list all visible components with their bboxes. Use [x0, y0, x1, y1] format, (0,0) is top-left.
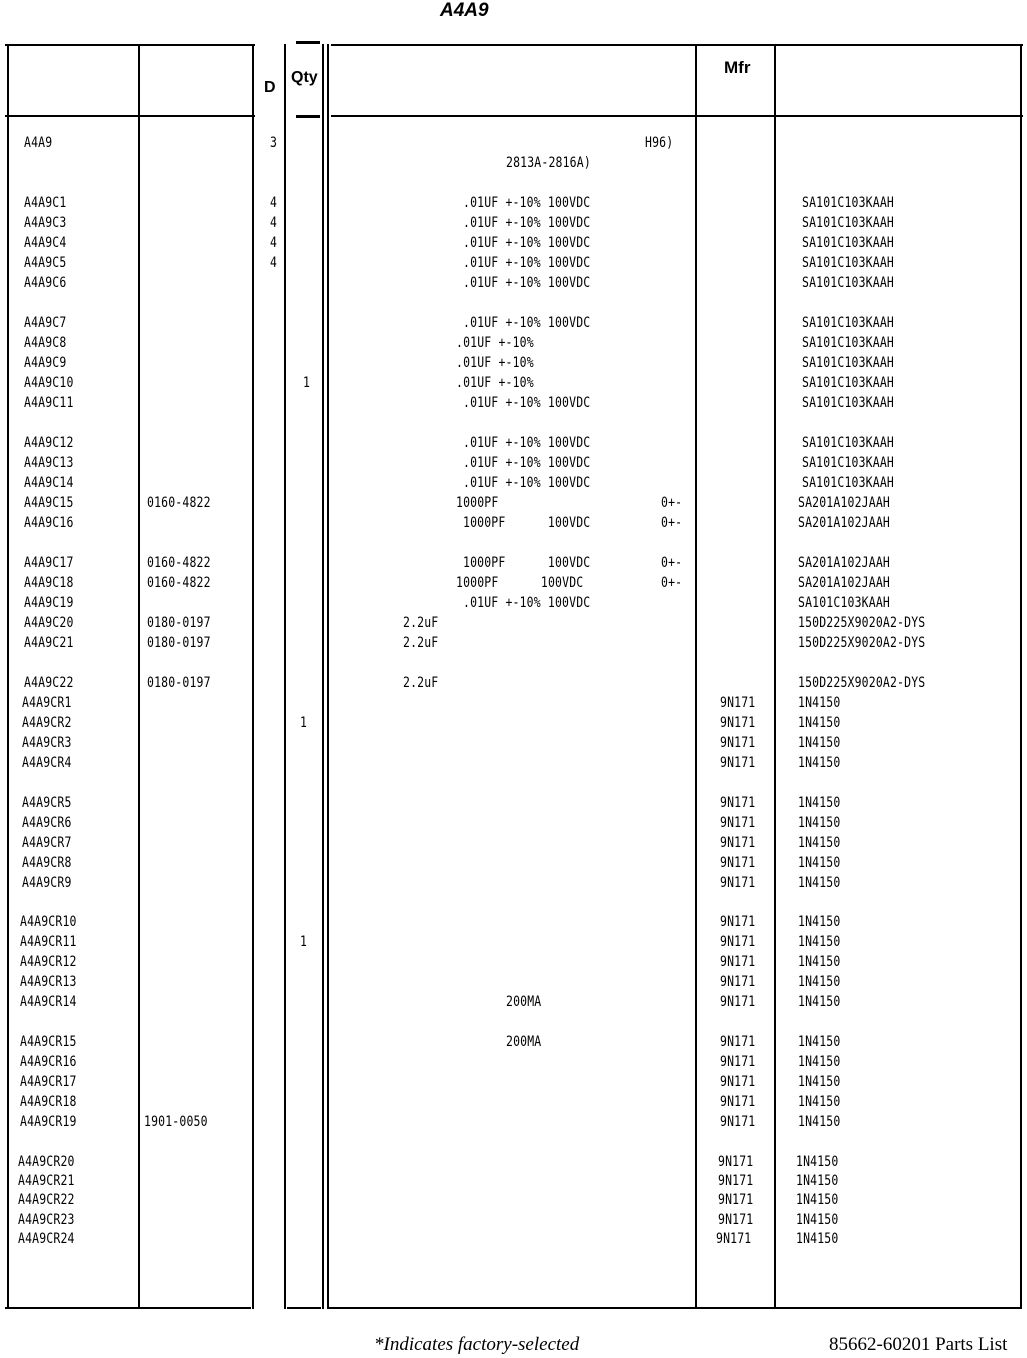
mfr-part-number: 1N4150 — [798, 1094, 841, 1110]
ref-designator: A4A9CR20 — [18, 1154, 75, 1170]
ref-designator: A4A9CR9 — [22, 875, 72, 891]
mfr-part-number: 1N4150 — [796, 1231, 839, 1247]
mfr-code: 9N171 — [720, 1054, 756, 1070]
mfr-code: 9N171 — [720, 695, 756, 711]
description: .01UF +-10% 100VDC — [463, 475, 591, 491]
mfr-part-number: SA101C103KAAH — [802, 355, 894, 371]
mfr-part-number: 1N4150 — [798, 1074, 841, 1090]
mfr-part-number: 1N4150 — [798, 735, 841, 751]
ref-designator: A4A9C17 — [24, 555, 74, 571]
header-mfr: Mfr — [724, 58, 751, 77]
mfr-code: 9N171 — [720, 855, 756, 871]
description: 1000PF 100VDC — [463, 515, 591, 531]
part-number: 0180-0197 — [147, 635, 211, 651]
part-number: 0160-4822 — [147, 555, 211, 571]
ref-designator: A4A9C1 — [24, 195, 67, 211]
description: .01UF +-10% 100VDC — [463, 235, 591, 251]
description: .01UF +-10% 100VDC — [463, 255, 591, 271]
mfr-part-number: 150D225X9020A2-DYS — [798, 615, 926, 631]
description: .01UF +-10% — [456, 375, 534, 391]
ref-designator: A4A9 — [24, 135, 53, 151]
mfr-part-number: 1N4150 — [798, 855, 841, 871]
mfr-part-number: 1N4150 — [798, 994, 841, 1010]
mfr-part-number: 1N4150 — [798, 1054, 841, 1070]
mfr-part-number: 1N4150 — [796, 1192, 839, 1208]
mfr-part-number: 1N4150 — [798, 815, 841, 831]
ref-designator: A4A9CR5 — [22, 795, 72, 811]
mfr-code: 9N171 — [718, 1154, 754, 1170]
ref-designator: A4A9CR19 — [20, 1114, 77, 1130]
mfr-code: 9N171 — [720, 994, 756, 1010]
col-divider-d — [252, 44, 254, 1309]
rule-bottom-qty — [287, 1307, 321, 1309]
d-code: 4 — [270, 255, 278, 271]
mfr-part-number: SA101C103KAAH — [802, 455, 894, 471]
mfr-code: 9N171 — [720, 1034, 756, 1050]
d-code: 4 — [270, 235, 278, 251]
ref-designator: A4A9CR7 — [22, 835, 72, 851]
ref-designator: A4A9CR18 — [20, 1094, 77, 1110]
rule-header-right — [331, 115, 1023, 117]
d-code: 4 — [270, 215, 278, 231]
mfr-part-number: 1N4150 — [798, 715, 841, 731]
description: 2.2uF — [403, 635, 439, 651]
description: 2813A-2816A) — [506, 155, 591, 171]
qty: 1 — [300, 715, 308, 731]
ref-designator: A4A9C15 — [24, 495, 74, 511]
description: .01UF +-10% 100VDC — [463, 595, 591, 611]
rule-qty-header — [296, 115, 320, 118]
mfr-code: 9N171 — [720, 735, 756, 751]
ref-designator: A4A9CR14 — [20, 994, 77, 1010]
description: .01UF +-10% 100VDC — [463, 275, 591, 291]
mfr-part-number: SA101C103KAAH — [802, 255, 894, 271]
d-code: 4 — [270, 195, 278, 211]
ref-designator: A4A9C9 — [24, 355, 67, 371]
description: .01UF +-10% 100VDC — [463, 315, 591, 331]
mfr-part-number: SA101C103KAAH — [802, 215, 894, 231]
mfr-code: 9N171 — [720, 1074, 756, 1090]
mfr-part-number: SA101C103KAAH — [802, 335, 894, 351]
description: 200MA — [506, 1034, 542, 1050]
mfr-part-number: SA101C103KAAH — [802, 315, 894, 331]
description: .01UF +-10% 100VDC — [463, 455, 591, 471]
mfr-part-number: 1N4150 — [798, 695, 841, 711]
mfr-part-number: SA101C103KAAH — [802, 395, 894, 411]
mfr-part-number: 1N4150 — [798, 934, 841, 950]
description: .01UF +-10% — [456, 355, 534, 371]
ref-designator: A4A9CR1 — [22, 695, 72, 711]
ref-designator: A4A9C18 — [24, 575, 74, 591]
mfr-part-number: SA101C103KAAH — [802, 195, 894, 211]
mfr-part-number: 1N4150 — [798, 1114, 841, 1130]
ref-designator: A4A9CR8 — [22, 855, 72, 871]
description: .01UF +-10% 100VDC — [463, 215, 591, 231]
ref-designator: A4A9C16 — [24, 515, 74, 531]
part-number: 0160-4822 — [147, 495, 211, 511]
mfr-code: 9N171 — [720, 815, 756, 831]
col-left-edge — [7, 44, 9, 1309]
rule-top-left — [5, 44, 255, 46]
mfr-part-number: 1N4150 — [796, 1154, 839, 1170]
part-number: 0180-0197 — [147, 675, 211, 691]
mfr-code: 9N171 — [720, 934, 756, 950]
col-divider-qty-right — [322, 44, 324, 1309]
description: .01UF +-10% 100VDC — [463, 395, 591, 411]
description: 2.2uF — [403, 675, 439, 691]
part-number: 1901-0050 — [144, 1114, 208, 1130]
mfr-part-number: SA101C103KAAH — [802, 475, 894, 491]
ref-designator: A4A9CR22 — [18, 1192, 75, 1208]
mfr-code: 9N171 — [716, 1231, 752, 1247]
description: 1000PF — [456, 495, 499, 511]
ref-designator: A4A9CR23 — [18, 1212, 75, 1228]
mfr-code: 9N171 — [718, 1173, 754, 1189]
mfr-part-number: 1N4150 — [798, 1034, 841, 1050]
mfr-part-number: SA201A102JAAH — [798, 515, 890, 531]
mfr-part-number: SA201A102JAAH — [798, 575, 890, 591]
mfr-part-number: 1N4150 — [796, 1173, 839, 1189]
rule-header-left — [5, 115, 255, 117]
mfr-part-number: 1N4150 — [798, 795, 841, 811]
description-tail: 0+- — [661, 495, 683, 511]
mfr-part-number: 1N4150 — [798, 875, 841, 891]
mfr-part-number: SA101C103KAAH — [802, 435, 894, 451]
ref-designator: A4A9C8 — [24, 335, 67, 351]
rule-bottom-left — [5, 1307, 251, 1309]
ref-designator: A4A9C7 — [24, 315, 67, 331]
mfr-code: 9N171 — [720, 875, 756, 891]
mfr-part-number: 1N4150 — [798, 954, 841, 970]
col-divider-mfr — [695, 44, 697, 1309]
ref-designator: A4A9CR16 — [20, 1054, 77, 1070]
footer-doc-title: 85662-60201 Parts List — [829, 1334, 1008, 1355]
ref-designator: A4A9C6 — [24, 275, 67, 291]
ref-designator: A4A9CR21 — [18, 1173, 75, 1189]
ref-designator: A4A9C10 — [24, 375, 74, 391]
ref-designator: A4A9C21 — [24, 635, 74, 651]
description-tail: 0+- — [661, 575, 683, 591]
ref-designator: A4A9C22 — [24, 675, 74, 691]
rule-bottom-right — [327, 1307, 1021, 1309]
description-tail: 0+- — [661, 515, 683, 531]
mfr-part-number: 1N4150 — [798, 755, 841, 771]
mfr-part-number: SA101C103KAAH — [802, 235, 894, 251]
ref-designator: A4A9C20 — [24, 615, 74, 631]
description: 1000PF 100VDC — [456, 575, 584, 591]
ref-designator: A4A9C4 — [24, 235, 67, 251]
mfr-part-number: 150D225X9020A2-DYS — [798, 675, 926, 691]
mfr-part-number: SA101C103KAAH — [798, 595, 890, 611]
page-title: A4A9 — [440, 0, 489, 21]
ref-designator: A4A9C14 — [24, 475, 74, 491]
mfr-part-number: SA201A102JAAH — [798, 555, 890, 571]
ref-designator: A4A9C19 — [24, 595, 74, 611]
mfr-part-number: 150D225X9020A2-DYS — [798, 635, 926, 651]
qty: 1 — [303, 375, 311, 391]
rule-qty-top — [296, 41, 320, 44]
description: .01UF +-10% — [456, 335, 534, 351]
mfr-code: 9N171 — [720, 914, 756, 930]
mfr-part-number: SA201A102JAAH — [798, 495, 890, 511]
rule-top-right — [331, 44, 1023, 46]
mfr-code: 9N171 — [718, 1212, 754, 1228]
col-right-edge — [1020, 44, 1022, 1309]
mfr-part-number: 1N4150 — [798, 835, 841, 851]
mfr-code: 9N171 — [720, 974, 756, 990]
col-divider-desc — [327, 44, 329, 1309]
ref-designator: A4A9CR4 — [22, 755, 72, 771]
description: 200MA — [506, 994, 542, 1010]
ref-designator: A4A9C3 — [24, 215, 67, 231]
ref-designator: A4A9CR3 — [22, 735, 72, 751]
header-qty: Qty — [291, 69, 318, 86]
ref-designator: A4A9C5 — [24, 255, 67, 271]
description: .01UF +-10% 100VDC — [463, 195, 591, 211]
ref-designator: A4A9CR12 — [20, 954, 77, 970]
mfr-code: 9N171 — [720, 715, 756, 731]
mfr-part-number: 1N4150 — [798, 914, 841, 930]
col-divider-mpn — [774, 44, 776, 1309]
mfr-part-number: 1N4150 — [798, 974, 841, 990]
description: 2.2uF — [403, 615, 439, 631]
mfr-part-number: SA101C103KAAH — [802, 275, 894, 291]
mfr-code: 9N171 — [720, 835, 756, 851]
ref-designator: A4A9CR13 — [20, 974, 77, 990]
mfr-code: 9N171 — [720, 755, 756, 771]
header-d: D — [264, 79, 276, 96]
ref-designator: A4A9CR11 — [20, 934, 77, 950]
mfr-code: 9N171 — [720, 954, 756, 970]
ref-designator: A4A9CR2 — [22, 715, 72, 731]
description: 1000PF 100VDC — [463, 555, 591, 571]
footer-note: *Indicates factory-selected — [374, 1334, 580, 1355]
mfr-code: 9N171 — [720, 1114, 756, 1130]
qty: 1 — [300, 934, 308, 950]
d-code: 3 — [270, 135, 278, 151]
mfr-code: 9N171 — [720, 1094, 756, 1110]
mfr-part-number: SA101C103KAAH — [802, 375, 894, 391]
ref-designator: A4A9CR17 — [20, 1074, 77, 1090]
description: H96) — [645, 135, 674, 151]
mfr-part-number: 1N4150 — [796, 1212, 839, 1228]
ref-designator: A4A9CR24 — [18, 1231, 75, 1247]
ref-designator: A4A9CR6 — [22, 815, 72, 831]
mfr-code: 9N171 — [720, 795, 756, 811]
description: .01UF +-10% 100VDC — [463, 435, 591, 451]
mfr-code: 9N171 — [718, 1192, 754, 1208]
col-divider-qty-left — [284, 44, 286, 1309]
ref-designator: A4A9CR10 — [20, 914, 77, 930]
ref-designator: A4A9C12 — [24, 435, 74, 451]
ref-designator: A4A9C11 — [24, 395, 74, 411]
col-divider-pn — [138, 44, 140, 1309]
part-number: 0160-4822 — [147, 575, 211, 591]
description-tail: 0+- — [661, 555, 683, 571]
ref-designator: A4A9C13 — [24, 455, 74, 471]
ref-designator: A4A9CR15 — [20, 1034, 77, 1050]
part-number: 0180-0197 — [147, 615, 211, 631]
